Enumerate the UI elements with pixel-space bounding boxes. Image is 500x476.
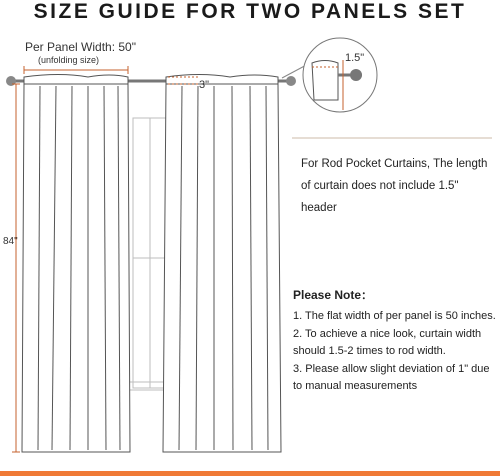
right-curtain-panel <box>163 75 281 453</box>
left-curtain-panel <box>22 75 130 453</box>
note-item: 3. Please allow slight deviation of 1" due to manual measurements <box>293 362 490 392</box>
note-item: 2. To achieve a nice look, curtain width should 1.5-2 times to rod width. <box>293 327 482 357</box>
width-measure <box>24 66 128 74</box>
height-measure <box>12 84 20 452</box>
accent-bar <box>0 471 500 476</box>
rod-pocket-info: For Rod Pocket Curtains, The length of curtain does not include 1.5" header <box>301 158 488 214</box>
gap-label: 3" <box>199 79 210 91</box>
detail-zoom-circle <box>303 38 377 112</box>
width-sublabel: (unfolding size) <box>38 55 100 65</box>
notes-list <box>293 308 498 396</box>
detail-label: 1.5" <box>345 52 365 64</box>
note-item: 1. The flat width of per panel is 50 inches. <box>293 310 496 322</box>
width-label: Per Panel Width: 50" <box>25 40 136 54</box>
page-title: SIZE GUIDE FOR TWO PANELS SET <box>33 0 467 23</box>
height-label: 84" <box>3 236 18 247</box>
note-title: Please Note： <box>293 288 374 302</box>
